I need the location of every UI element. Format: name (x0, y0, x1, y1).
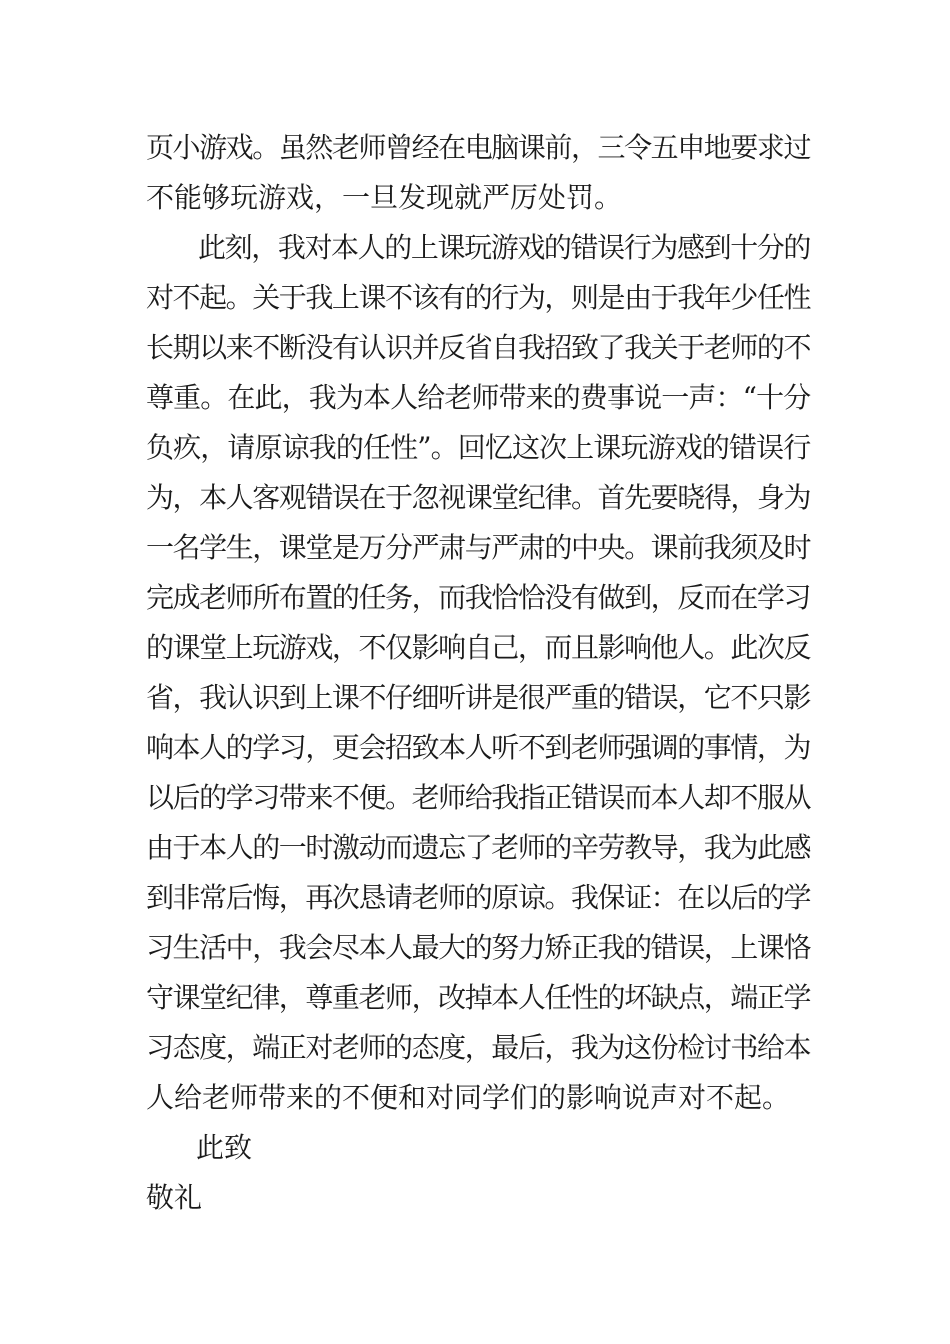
paragraph-first-line: 此刻，我对本人的上课玩游戏的错误行为感到十分的 (198, 231, 811, 264)
body-line: 完成老师所布置的任务，而我恰恰没有做到，反而在学习 (146, 581, 811, 614)
salutation-line: 敬礼 (146, 1181, 203, 1214)
body-line: 习生活中，我会尽本人最大的努力矫正我的错误，上课恪 (146, 931, 811, 964)
body-line: 到非常后悔，再次恳请老师的原谅。我保证：在以后的学 (146, 881, 811, 914)
body-line: 由于本人的一时激动而遗忘了老师的辛劳教导，我为此感 (146, 831, 811, 864)
body-line: 以后的学习带来不便。老师给我指正错误而本人却不服从 (146, 781, 811, 814)
body-line: 的课堂上玩游戏，不仅影响自己，而且影响他人。此次反 (146, 631, 811, 664)
body-line: 页小游戏。虽然老师曾经在电脑课前，三令五申地要求过 (146, 131, 811, 164)
body-line: 响本人的学习，更会招致本人听不到老师强调的事情，为 (146, 731, 811, 764)
body-line: 省，我认识到上课不仔细听讲是很严重的错误，它不只影 (146, 681, 811, 714)
body-line: 尊重。在此，我为本人给老师带来的费事说一声：“十分 (146, 381, 811, 414)
body-line: 守课堂纪律，尊重老师，改掉本人任性的坏缺点，端正学 (146, 981, 811, 1014)
body-line: 长期以来不断没有认识并反省自我招致了我关于老师的不 (146, 331, 811, 364)
body-line: 对不起。关于我上课不该有的行为，则是由于我年少任性 (146, 281, 811, 314)
body-line: 负疚，请原谅我的任性”。回忆这次上课玩游戏的错误行 (146, 431, 811, 464)
body-line: 人给老师带来的不便和对同学们的影响说声对不起。 (146, 1081, 791, 1114)
body-line: 习态度，端正对老师的态度，最后，我为这份检讨书给本 (146, 1031, 811, 1064)
body-line: 不能够玩游戏，一旦发现就严厉处罚。 (146, 181, 623, 214)
body-line: 一名学生，课堂是万分严肃与严肃的中央。课前我须及时 (146, 531, 811, 564)
closing-line: 此致 (196, 1131, 253, 1164)
body-line: 为，本人客观错误在于忽视课堂纪律。首先要晓得，身为 (146, 481, 811, 514)
